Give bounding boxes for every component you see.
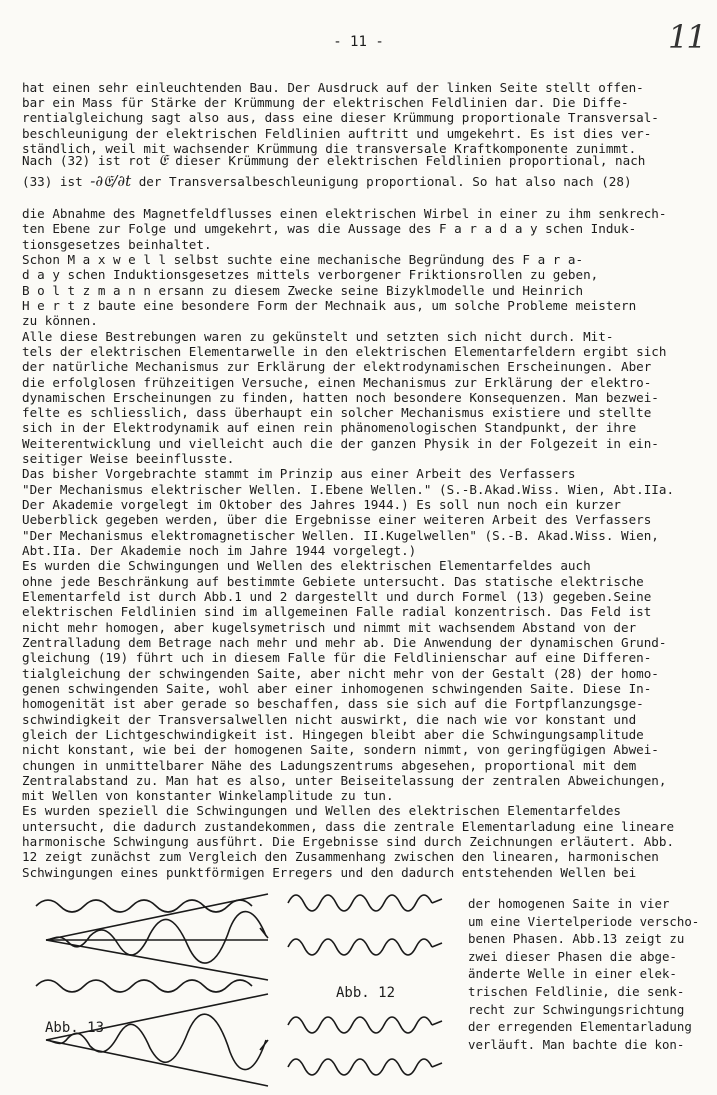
text-line: zwei dieser Phasen die abge- — [468, 948, 677, 964]
text-line: bar ein Mass für Stärke der Krümmung der elektrischen Feldlinien dar. Die Diffe- — [22, 95, 629, 111]
text-line: dynamischen Erscheinungen zu finden, hatten noch besondere Konsequenzen. Man bezwei- — [22, 389, 659, 405]
text-line: "Der Mechanismus elektrischer Wellen. I.Ebene Wellen." (S.-B.Akad.Wiss. Wien, Abt.IIa. — [22, 481, 675, 497]
text-line: mit Wellen von konstanter Winkelamplitude zu tun. — [22, 788, 394, 804]
wave-phase-4 — [288, 1059, 432, 1075]
text-line: Alle diese Bestrebungen waren zu gekünstelt und setzten sich nicht durch. Mit- — [22, 328, 614, 344]
text-line: Es wurden speziell die Schwingungen und Wellen des elektrischen Elementarfeldes — [22, 803, 621, 819]
text-line: tels der elektrischen Elementarwelle in den elektrischen Elementarfeldern ergibt sich — [22, 343, 667, 359]
equation-line-32 — [22, 153, 702, 168]
text-line: Weiterentwicklung und vielleicht auch die der ganzen Physik in der Folgezeit in ein- — [22, 435, 659, 451]
text-segment: (33) ist — [22, 174, 91, 189]
figure-caption-abb-12: Abb. 12 — [336, 985, 396, 1001]
wave-phase-2 — [288, 939, 432, 955]
text-line: trischen Feldlinie, die senk- — [468, 984, 685, 999]
text-line: genen schwingenden Saite, wohl aber einer inhomogenen schwingenden Saite. Diese In- — [22, 680, 652, 696]
text-line: der erregenden Elementarladung — [468, 1019, 692, 1035]
text-line: "Der Mechanismus elektromagnetischer Wellen. II.Kugelwellen" (S.-B. Akad.Wiss. Wien, — [22, 527, 659, 543]
text-line: 12 zeigt zunächst zum Vergleich den Zusammenhang zwischen den linearen, harmonischen — [22, 849, 659, 865]
text-line: hat einen sehr einleuchtenden Bau. Der Ausdruck auf der linken Seite stellt offen- — [22, 80, 644, 95]
text-line: Zentralladung dem Betrage nach mehr und mehr ab. Die Anwendung der dynamischen Grund- — [22, 634, 667, 650]
text-line: gleichung (19) führt uch in diesem Falle für die Feldlinienschar auf eine Differen- — [22, 650, 652, 666]
handwritten-page-mark: 11 — [668, 18, 705, 56]
text-line: rentialgleichung sagt also aus, dass eine dieser Krümmung proportionale Transversal- — [22, 110, 659, 126]
text-line: der homogenen Saite in vier — [468, 896, 670, 911]
wave-phase-1 — [288, 895, 432, 911]
handwritten-symbol: 𝔈 — [158, 153, 168, 168]
text-line: d a y schen Induktionsgesetzes mittels verborgener Friktionsrollen zu geben, — [22, 267, 599, 283]
text-line: Zentralabstand zu. Man hat es also, unter Beiseitelassung der zentralen Abweichungen, — [22, 772, 667, 788]
expanding-wave-1 — [48, 912, 266, 963]
text-line: elektrischen Feldlinien sind im allgemeinen Falle radial konzentrisch. Das Feld ist — [22, 604, 652, 620]
text-line: ohne jede Beschränkung auf bestimmte Gebiete untersucht. Das statische elektrische — [22, 573, 644, 589]
text-segment: Nach (32) ist rot — [22, 153, 159, 168]
text-line: tionsgesetzes beinhaltet. — [22, 236, 212, 252]
text-line: homogenität ist aber gerade so beschaffen, dass sie sich auf die Fortpflanzungsge- — [22, 696, 644, 712]
text-line: B o l t z m a n n ersann zu diesem Zwecke seine Bizyklmodelle und Heinrich — [22, 282, 584, 298]
cone-upper-1 — [46, 894, 268, 940]
text-line: ten Ebene zur Folge und umgekehrt, was die Aussage des F a r a d a y schen Induk- — [22, 221, 637, 237]
text-line: beschleunigung der elektrischen Feldlinien auftritt und umgekehrt. Es ist dies ver- — [22, 125, 652, 141]
text-line: der natürliche Mechanismus zur Erklärung der elektrodynamischen Erscheinungen. Aber — [22, 359, 652, 375]
text-line: änderte Welle in einer elek- — [468, 966, 677, 982]
text-line: benen Phasen. Abb.13 zeigt zu — [468, 931, 685, 947]
figure-caption-abb-13: Abb. 13 — [45, 1020, 105, 1036]
text-line: recht zur Schwingungsrichtung — [468, 1001, 685, 1017]
text-line: felte es schliesslich, dass überhaupt ein solcher Mechanismus existiere und stellte — [22, 405, 652, 421]
text-line: Schwingungen eines punktförmigen Erregers und den dadurch entstehenden Wellen bei — [22, 864, 637, 880]
text-line: Schon M a x w e l l selbst suchte eine mechanische Begründung des F a r a- — [22, 251, 584, 267]
text-line: Das bisher Vorgebrachte stammt im Prinzip aus einer Arbeit des Verfassers — [22, 466, 576, 482]
wave-top — [36, 900, 252, 912]
wave-phase-3 — [288, 1017, 432, 1033]
text-line: um eine Viertelperiode verscho- — [468, 913, 700, 929]
text-line: chungen in unmittelbarer Nähe des Ladungszentrums abgesehen, proportional mit dem — [22, 757, 637, 773]
text-line: die Abnahme des Magnetfeldflusses einen elektrischen Wirbel in einer zu ihm senkrech- — [22, 206, 667, 221]
text-line: Elementarfeld ist durch Abb.1 und 2 dargestellt und durch Formel (13) gegeben.Seine — [22, 589, 652, 604]
text-line: nicht konstant, wie bei der homogenen Saite, sondern nimmt, von geringfügigen Abwei- — [22, 742, 659, 758]
text-line: tialgleichung der schwingenden Saite, aber nicht mehr von der Gestalt (28) der homo- — [22, 665, 659, 681]
text-line: untersucht, die dadurch zustandekommen, dass die zentrale Elementarladung eine lineare — [22, 818, 675, 834]
equation-line-33 — [22, 172, 702, 191]
text-segment: der Transversalbeschleunigung proportional. So hat also nach (28) — [131, 174, 632, 189]
text-line: seitiger Weise beeinflusste. — [22, 451, 235, 467]
text-line: ständlich, weil mit wachsender Krümmung die transversale Kraftkomponente zunimmt. — [22, 140, 637, 156]
text-line: Der Akademie vorgelegt im Oktober des Jahres 1944.) Es soll nun noch ein kurzer — [22, 497, 621, 513]
wave-middle — [36, 980, 252, 992]
text-segment: dieser Krümmung der elektrischen Feldlinien proportional, nach — [167, 153, 646, 168]
text-line: sich in der Elektrodynamik auf einen rein phänomenologischen Standpunkt, der ihre — [22, 420, 637, 436]
text-line: zu können. — [22, 313, 98, 329]
text-line: Ueberblick gegeben werden, über die Ergebnisse einer weiteren Arbeit des Verfassers — [22, 512, 652, 528]
figure-abb-13 — [28, 890, 278, 1090]
handwritten-symbol: -∂𝔈/∂t — [90, 172, 132, 190]
text-line: schwindigkeit der Transversalwellen nicht auswirkt, die nach wie vor konstant und — [22, 711, 637, 727]
text-line: harmonische Schwingung ausführt. Die Ergebnisse sind durch Zeichnungen erläutert. Abb. — [22, 834, 675, 850]
text-line: Es wurden die Schwingungen und Wellen des elektrischen Elementarfeldes auch — [22, 558, 591, 574]
text-line: nicht mehr homogen, aber kugelsymetrisch und nimmt mit wachsendem Abstand von der — [22, 619, 637, 635]
text-line: Abt.IIa. Der Akademie noch im Jahre 1944 vorgelegt.) — [22, 543, 417, 559]
text-line: H e r t z baute eine besondere Form der Mechnaik aus, um solche Probleme meistern — [22, 297, 637, 313]
text-line: gleich der Lichtgeschwindigkeit ist. Hingegen bleibt aber die Schwingungsamplitude — [22, 726, 644, 742]
text-line: verläuft. Man bachte die kon- — [468, 1036, 685, 1052]
page-number: - 11 - — [333, 34, 384, 50]
text-line: die erfolglosen frühzeitigen Versuche, einen Mechanismus zur Erklärung der elektro- — [22, 374, 652, 390]
